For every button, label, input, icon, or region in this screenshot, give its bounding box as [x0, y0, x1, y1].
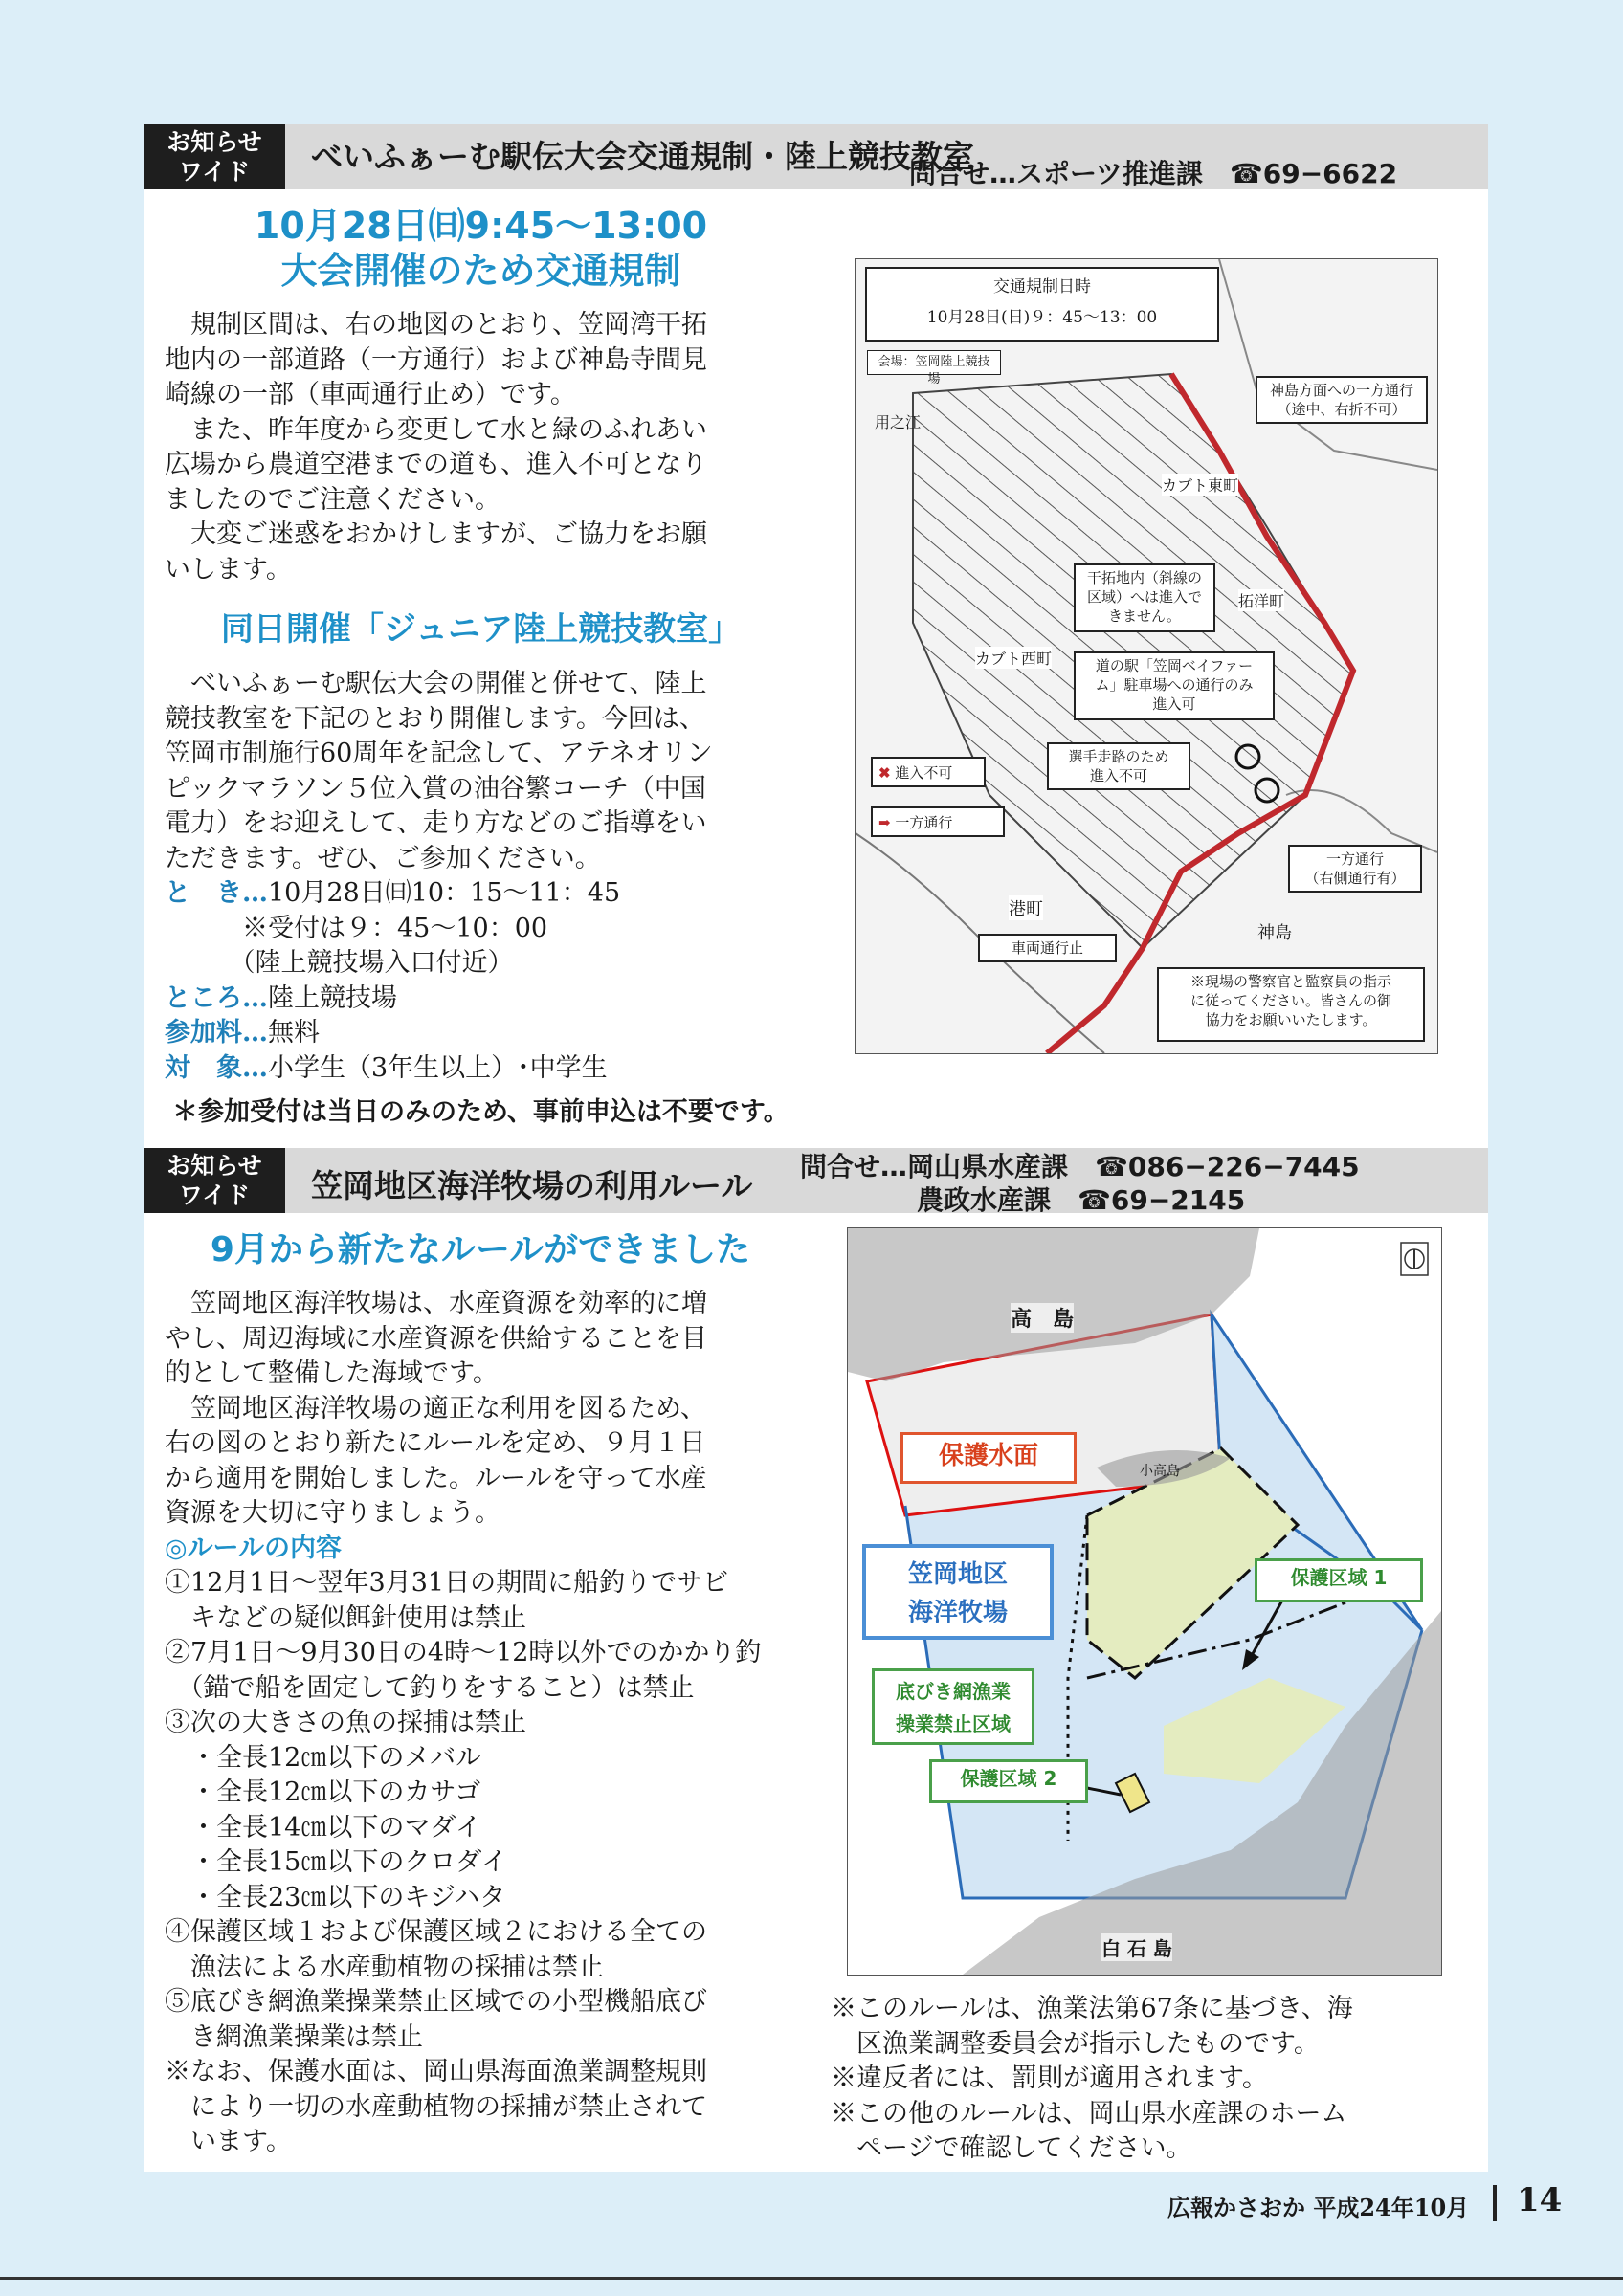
- text-line: 規制区間は、右の地図のとおり、笠岡湾干拓: [165, 310, 707, 340]
- text-line: 広場から農道空港までの道も、進入不可となり: [165, 450, 707, 479]
- label-marine-ranch: [862, 1544, 1054, 1640]
- text-line: いします。: [165, 554, 292, 585]
- callout-line: 選手走路のため: [1068, 748, 1169, 765]
- place-label: 拓洋町: [1238, 589, 1284, 611]
- rule-line: ・全長12㎝以下のカサゴ: [165, 1777, 481, 1807]
- rule-line: ・全長14㎝以下のマダイ: [165, 1812, 481, 1843]
- text-line: やし、周辺海域に水産資源を供給することを目: [165, 1323, 707, 1354]
- island-label: 小高島: [1140, 1464, 1180, 1479]
- detail-label: 参加料…: [165, 1018, 268, 1048]
- rule-line: ⑤底びき網漁業操業禁止区域での小型機船底び: [165, 1987, 707, 2017]
- x-mark-icon: ✖: [878, 764, 891, 782]
- label-zone2: 保護区域 2: [929, 1759, 1088, 1803]
- marine-ranch-map: [847, 1227, 1442, 1976]
- rules-heading: ◎ルールの内容: [165, 1533, 343, 1563]
- callout-line: に従ってください。皆さんの御: [1189, 992, 1391, 1009]
- badge-line1: お知らせ: [167, 128, 262, 156]
- label-line: 笠岡地区: [907, 1560, 1008, 1589]
- section1-header: [144, 124, 1488, 189]
- detail-value: 無料: [268, 1018, 320, 1048]
- detail-place: [165, 982, 796, 1017]
- section1-note: ＊参加受付は当日のみのため、事前申込は不要です。: [172, 1097, 789, 1127]
- callout-line: 進入可: [1152, 695, 1196, 713]
- section2-headline: 9月から新たなルールができました: [210, 1230, 751, 1269]
- place-label: 神島: [1257, 923, 1292, 943]
- section1-contact: 問合せ…スポーツ推進課 ☎69−6622: [909, 158, 1398, 189]
- note-line: ※このルールは、漁業法第67条に基づき、海: [831, 1994, 1353, 2023]
- text-line: 笠岡地区海洋牧場の適正な利用を図るため、: [165, 1393, 706, 1424]
- label-trawl-prohibited: [872, 1668, 1034, 1745]
- label-zone1: 保護区域 1: [1255, 1558, 1423, 1602]
- label-hogo-suimen: 保護水面: [900, 1432, 1077, 1484]
- detail-reception-place: [165, 946, 796, 982]
- callout-line: 進入不可: [1089, 767, 1147, 784]
- detail-label: 対 象…: [165, 1052, 268, 1083]
- callout-line: ム」駐車場への通行のみ: [1095, 676, 1254, 694]
- rule-line: （錨で船を固定して釣りをすること）は禁止: [165, 1672, 695, 1703]
- text-line: 競技教室を下記のとおり開催します。今回は、: [165, 703, 705, 734]
- section2-contact-line1: 問合せ…岡山県水産課 ☎086−226−7445: [800, 1151, 1360, 1182]
- rule-line: ③次の大きさの魚の採捕は禁止: [165, 1708, 526, 1737]
- callout-michinoeki: [1074, 651, 1275, 720]
- note-line: ※違反者には、罰則が適用されます。: [831, 2064, 1268, 2093]
- text-line: 右の図のとおり新たにルールを定め、９月１日: [165, 1428, 706, 1458]
- legend-no-entry: [871, 757, 986, 787]
- text-line: 大変ご迷惑をおかけしますが、ご協力をお願: [165, 519, 707, 549]
- label-line: 操業禁止区域: [896, 1712, 1011, 1735]
- text-line: ただきます。ぜひ、ご参加ください。: [165, 843, 601, 873]
- rule-line: ・全長15㎝以下のクロダイ: [165, 1847, 507, 1877]
- section2-contact-line2: 農政水産課 ☎69−2145: [917, 1184, 1246, 1216]
- callout-line: ※現場の警察官と監察員の指示: [1189, 973, 1391, 990]
- place-label: 用之江: [875, 413, 922, 431]
- map-title: 交通規制日時: [993, 277, 1091, 297]
- callout-line: 協力をお願いいたします。: [1205, 1011, 1377, 1028]
- label-line: 海洋牧場: [907, 1599, 1008, 1627]
- place-label: カブト西町: [975, 647, 1052, 669]
- section1-body-classroom: [165, 667, 796, 1086]
- detail-value: （陸上競技場入口付近）: [165, 948, 514, 978]
- rule-line: ①12月1日〜翌年3月31日の期間に船釣りでサビ: [165, 1568, 729, 1598]
- rule-line: ②7月1日〜9月30日の4時〜12時以外でのかかり釣: [165, 1638, 762, 1667]
- traffic-map: [855, 258, 1438, 1054]
- page-number: 14: [1517, 2181, 1563, 2219]
- callout-kantaku: [1074, 563, 1215, 632]
- section2-notes: [831, 1992, 1462, 2167]
- rule-line: により一切の水産動植物の採捕が禁止されて: [165, 2091, 707, 2122]
- detail-target: [165, 1051, 796, 1087]
- rule-line: います。: [165, 2127, 292, 2156]
- callout-closed: 車両通行止: [978, 934, 1117, 962]
- text-line: から適用を開始しました。ルールを守って水産: [165, 1463, 707, 1493]
- label-line: 底びき網漁業: [896, 1680, 1011, 1703]
- section1-title: べいふぁーむ駅伝大会交通規制・陸上競技教室: [311, 138, 974, 175]
- footer-divider: [1493, 2185, 1497, 2221]
- callout-police: [1157, 967, 1425, 1042]
- rule-line: ※なお、保護水面は、岡山県海面漁業調整規則: [165, 2057, 707, 2086]
- text-line: ましたのでご注意ください。: [165, 484, 500, 515]
- callout-line: 道の駅「笠岡ベイファー: [1095, 657, 1254, 674]
- badge-line2: ワイド: [178, 1181, 251, 1209]
- section2-header: [144, 1148, 1488, 1216]
- section1-headline-date: 10月28日㈰9:45〜13:00: [254, 205, 708, 247]
- detail-time: [165, 876, 796, 912]
- detail-label: と き…: [165, 878, 268, 908]
- text-line: 崎線の一部（車両通行止め）です。: [165, 380, 576, 409]
- legend-label: 一方通行: [895, 814, 953, 831]
- text-line: ピックマラソン５位入賞の油谷繁コーチ（中国: [165, 773, 706, 804]
- callout-line: 神島方面への一方通行: [1269, 382, 1413, 399]
- text-line: べいふぁーむ駅伝大会の開催と併せて、陸上: [165, 669, 707, 698]
- callout-kojima-oneway: [1256, 376, 1428, 424]
- callout-runner: [1047, 742, 1190, 790]
- map-title-box: [865, 267, 1219, 342]
- island-label: 白 石 島: [1101, 1933, 1172, 1961]
- callout-line: （途中、右折不可）: [1277, 401, 1407, 418]
- detail-fee: [165, 1016, 796, 1051]
- text-line: また、昨年度から変更して水と緑のふれあい: [165, 414, 707, 445]
- rule-line: き網漁業操業は禁止: [165, 2021, 423, 2052]
- arrow-right-icon: ➡: [878, 814, 891, 831]
- section1-body: [165, 308, 796, 587]
- section2-badge: [144, 1148, 285, 1213]
- detail-value: 陸上競技場: [268, 982, 397, 1013]
- note-line: 区漁業調整委員会が指示したものです。: [831, 2028, 1320, 2059]
- detail-value: ※受付は９：45〜10：00: [165, 913, 548, 943]
- note-line: ※この他のルールは、岡山県水産課のホーム: [831, 2098, 1347, 2129]
- section2-title: 笠岡地区海洋牧場の利用ルール: [311, 1167, 753, 1204]
- section2-body: [165, 1287, 796, 2160]
- section1-badge: [144, 124, 285, 189]
- note-line: ページで確認してください。: [831, 2133, 1192, 2163]
- text-line: 的として整備した海域です。: [165, 1358, 499, 1388]
- legend-one-way: [871, 806, 1005, 837]
- callout-oneway-right: [1288, 845, 1422, 893]
- text-line: 笠岡地区海洋牧場は、水産資源を効率的に増: [165, 1289, 707, 1318]
- text-line: 地内の一部道路（一方通行）および神島寺間見: [165, 344, 707, 375]
- footer-publication: 広報かさおか 平成24年10月: [1167, 2194, 1470, 2221]
- detail-value: 10月28日㈰10：15〜11：45: [268, 878, 621, 908]
- text-line: 電力）をお迎えして、走り方などのご指導をい: [165, 808, 707, 838]
- detail-label: ところ…: [165, 982, 268, 1013]
- place-label: 港町: [1009, 895, 1043, 920]
- rule-line: ・全長23㎝以下のキジハタ: [165, 1882, 506, 1912]
- callout-line: 区域）へは進入で: [1086, 588, 1202, 606]
- island-label: 高 島: [1011, 1303, 1074, 1333]
- rule-line: キなどの疑似餌針使用は禁止: [165, 1602, 526, 1633]
- detail-value: 小学生（3年生以上）･中学生: [268, 1052, 608, 1083]
- section1-headline-traffic: 大会開催のため交通規制: [280, 250, 681, 292]
- text-line: 資源を大切に守りましょう。: [165, 1498, 500, 1528]
- bottom-rule: [0, 2277, 1623, 2280]
- section1-subheading: 同日開催「ジュニア陸上競技教室」: [220, 610, 742, 649]
- place-label: カブト東町: [1162, 474, 1238, 496]
- rule-line: ・全長12㎝以下のメバル: [165, 1742, 482, 1773]
- rule-line: 漁法による水産動植物の採捕は禁止: [165, 1952, 604, 1982]
- map-date: 10月28日(日)９：45〜13：00: [926, 308, 1158, 327]
- text-line: 笠岡市制施行60周年を記念して、アテネオリン: [165, 739, 713, 768]
- callout-line: 干拓地内（斜線の: [1086, 569, 1202, 586]
- badge-line2: ワイド: [178, 158, 251, 186]
- legend-label: 進入不可: [895, 764, 953, 782]
- callout-line: （右側通行有）: [1304, 870, 1406, 887]
- rule-line: ④保護区域１および保護区域２における全ての: [165, 1917, 707, 1947]
- compass-icon: [1408, 1246, 1419, 1257]
- map-venue: 会場：笠岡陸上競技場: [867, 350, 1001, 375]
- callout-line: きません。: [1108, 607, 1181, 625]
- detail-reception: [165, 912, 796, 947]
- badge-line1: お知らせ: [167, 1152, 262, 1180]
- callout-line: 一方通行: [1325, 850, 1384, 868]
